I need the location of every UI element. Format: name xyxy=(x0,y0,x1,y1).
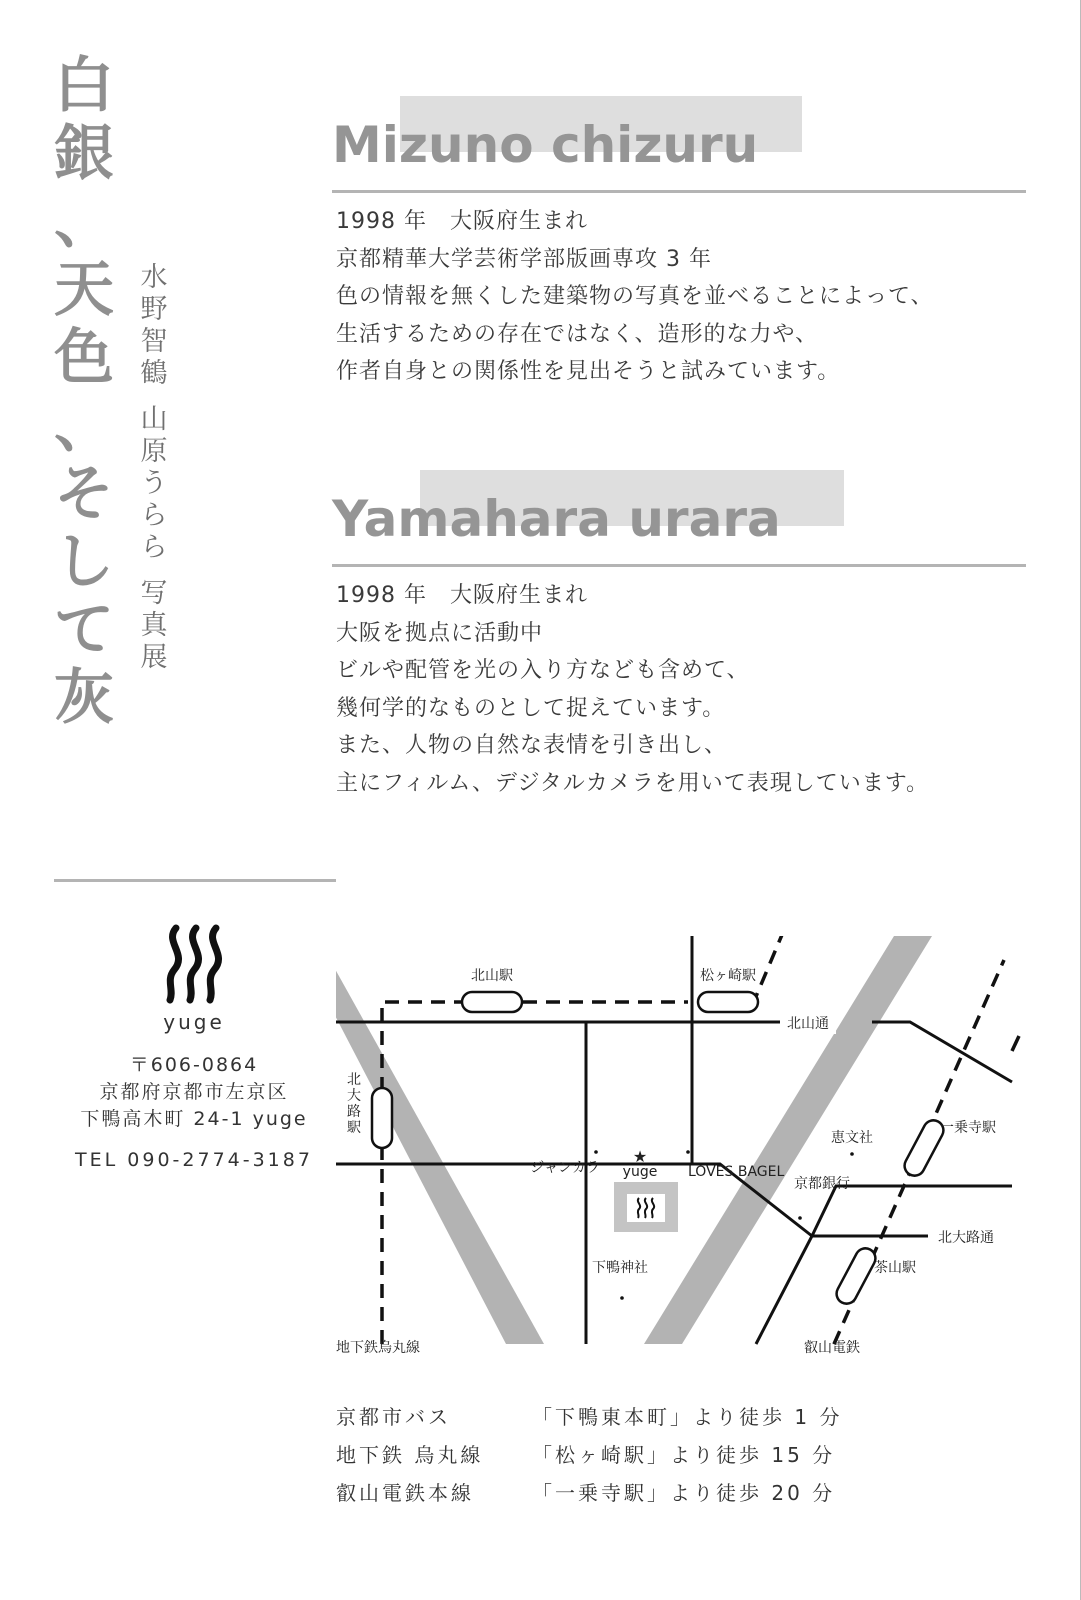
divider xyxy=(54,879,336,882)
station-marker xyxy=(462,992,522,1012)
map-label: 一乗寺駅 xyxy=(940,1120,996,1136)
bio-line: 1998 年 大阪府生まれ xyxy=(336,209,588,234)
map-label: yuge xyxy=(622,1164,658,1180)
bio-line: 色の情報を無くした建築物の写真を並べることによって、 xyxy=(336,284,934,309)
artist-bio xyxy=(336,577,1026,802)
title-char: 灰 xyxy=(54,663,114,733)
map-river xyxy=(336,960,544,1344)
bio-line: 作者自身との関係性を見出そうと試みています。 xyxy=(336,359,841,384)
poi-dot xyxy=(594,1150,598,1154)
bio-line: また、人物の自然な表情を引き出し、 xyxy=(336,733,728,758)
title-char: そ xyxy=(54,459,114,529)
shop-address xyxy=(54,1052,334,1133)
bio-line: 1998 年 大阪府生まれ xyxy=(336,583,588,608)
access-info xyxy=(336,1398,842,1512)
access-row xyxy=(336,1474,842,1512)
artist-yamahara xyxy=(332,492,1026,802)
map-label: 下鴨神社 xyxy=(592,1260,648,1276)
map-label: 北大路通 xyxy=(938,1230,994,1246)
exhibition-subtitle xyxy=(134,262,174,674)
bio-line: 主にフィルム、デジタルカメラを用いて表現しています。 xyxy=(336,770,929,796)
map-label: 恵文社 xyxy=(831,1130,873,1146)
divider xyxy=(332,190,1026,193)
shop-phone: TEL 090-2774-3187 xyxy=(75,1149,313,1171)
bio-line: 京都精華大学芸術学部版画専攻 3 年 xyxy=(336,246,712,272)
subtitle-gap xyxy=(134,564,174,578)
access-row xyxy=(336,1436,842,1474)
access-detail: 「一乗寺駅」より徒歩 20 分 xyxy=(532,1481,836,1505)
station-marker xyxy=(833,1245,879,1307)
address-line: 京都府京都市左京区 xyxy=(99,1081,289,1103)
access-row xyxy=(336,1398,842,1436)
subtitle-char: ら xyxy=(140,500,168,531)
poi-dot xyxy=(850,1152,854,1156)
bio-line: 幾何学的なものとして捉えています。 xyxy=(336,695,726,721)
map-label: 北山通 xyxy=(787,1016,829,1032)
shop-brand: yuge xyxy=(163,1010,225,1034)
access-map xyxy=(336,936,1026,1356)
address-line: 下鴨高木町 24-1 yuge xyxy=(80,1108,308,1130)
access-detail: 「松ヶ崎駅」より徒歩 15 分 xyxy=(532,1443,836,1467)
poi-dot xyxy=(798,1216,802,1220)
title-char: 銀 xyxy=(54,119,114,189)
map-label: 茶山駅 xyxy=(874,1260,916,1276)
title-char: 、 xyxy=(54,391,114,461)
subtitle-char: う xyxy=(140,468,168,499)
station-marker xyxy=(698,992,758,1012)
artist-name: Yamahara urara xyxy=(332,490,781,548)
map-label: 京都銀行 xyxy=(794,1176,850,1192)
subtitle-char: 野 xyxy=(140,294,168,325)
artist-name: Mizuno chizuru xyxy=(332,116,759,174)
map-label: 叡山電鉄 xyxy=(804,1340,860,1356)
divider xyxy=(332,564,1026,567)
bio-line: ビルや配管を光の入り方なども含めて、 xyxy=(336,658,750,683)
map-label: 松ヶ崎駅 xyxy=(700,968,756,984)
subtitle-char: 展 xyxy=(140,642,168,673)
bio-line: 生活するための存在ではなく、造形的な力や、 xyxy=(336,321,819,347)
subtitle-char: 鶴 xyxy=(140,358,168,389)
map-label: ジャンカラ xyxy=(530,1160,600,1176)
map-label: 北山駅 xyxy=(471,968,513,984)
postal-code: 〒606-0864 xyxy=(129,1054,259,1076)
artist-mizuno xyxy=(332,118,1026,391)
map-rail-line xyxy=(1012,1036,1019,1051)
poi-dot xyxy=(620,1296,624,1300)
artist-bio xyxy=(336,203,1026,391)
subtitle-gap xyxy=(134,390,174,404)
star-icon: ★ xyxy=(632,1147,648,1166)
subtitle-char: ら xyxy=(140,532,168,563)
subtitle-char: 智 xyxy=(140,326,168,357)
map-label: LOVES BAGEL xyxy=(688,1164,785,1180)
subtitle-char: 山 xyxy=(140,404,168,435)
title-char: 、 xyxy=(54,187,114,257)
title-char: 天 xyxy=(54,255,114,325)
map-label: 北大路駅 xyxy=(347,1072,361,1136)
title-char: 白 xyxy=(54,51,114,121)
access-line: 京都市バス xyxy=(336,1405,451,1429)
shop-info xyxy=(54,924,334,1171)
map-label: 地下鉄烏丸線 xyxy=(336,1340,420,1356)
subtitle-char: 真 xyxy=(140,610,168,641)
steam-icon xyxy=(154,924,234,1004)
title-char: し xyxy=(54,527,114,597)
access-detail: 「下鴨東本町」より徒歩 1 分 xyxy=(532,1405,843,1429)
access-line: 地下鉄 烏丸線 xyxy=(336,1443,484,1467)
map-road xyxy=(872,1022,1012,1082)
subtitle-char: 水 xyxy=(140,262,168,293)
station-marker xyxy=(372,1088,392,1148)
title-char: 色 xyxy=(54,323,114,393)
access-line: 叡山電鉄本線 xyxy=(336,1481,474,1505)
subtitle-char: 原 xyxy=(140,436,168,467)
bio-line: 大阪を拠点に活動中 xyxy=(336,620,544,646)
title-char: て xyxy=(54,595,114,665)
poi-dot xyxy=(686,1150,690,1154)
subtitle-char: 写 xyxy=(140,578,168,609)
exhibition-title xyxy=(48,52,120,732)
